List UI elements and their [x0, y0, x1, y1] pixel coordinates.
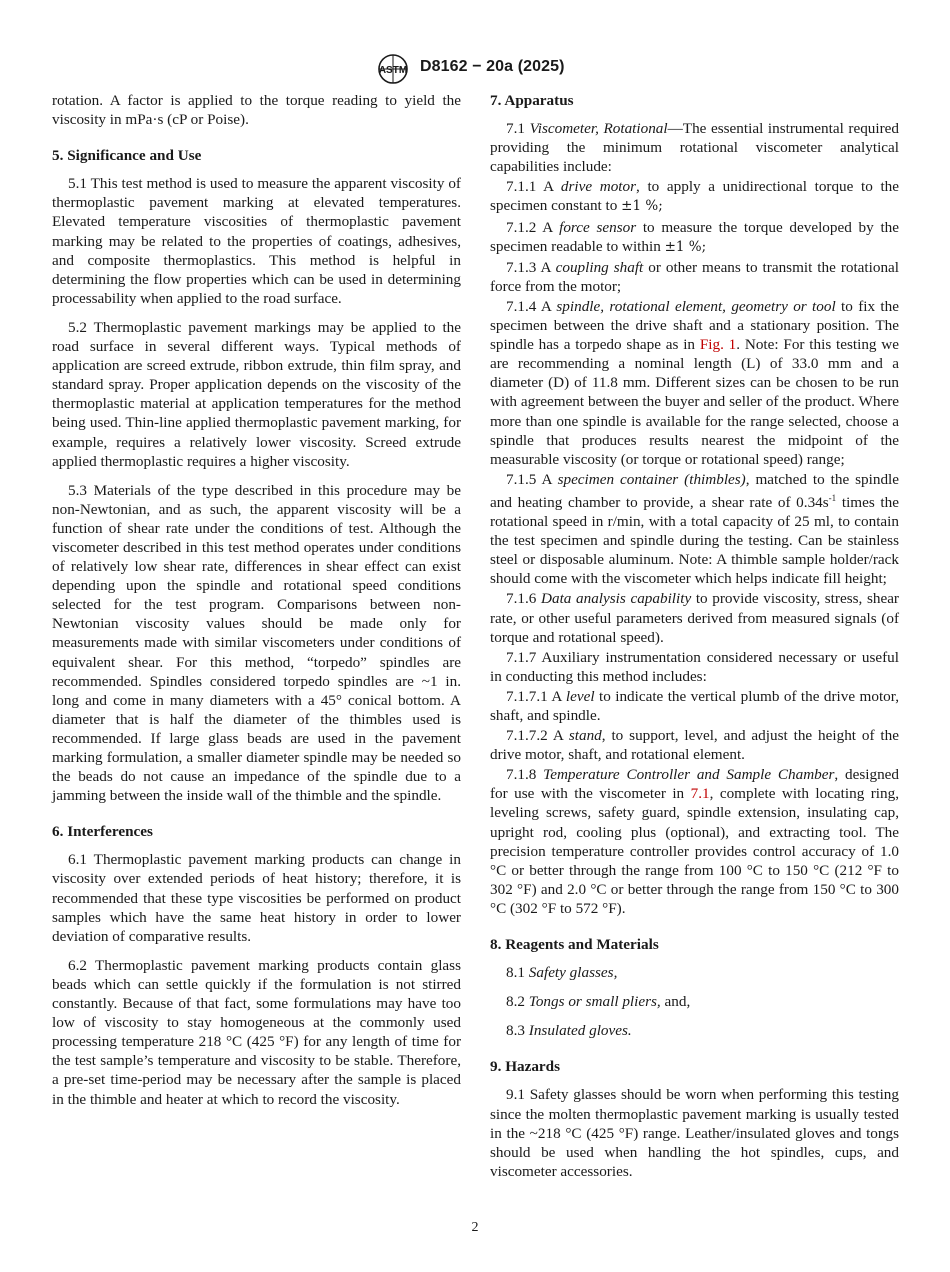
- clause-text: , designed for use with the viscometer in: [490, 766, 899, 803]
- section-7-heading: 7. Apparatus: [490, 92, 574, 109]
- clause-number: 8.1: [506, 964, 525, 982]
- clause-text: to fix the specimen between the drive shaft and a stationary position. The spindle has a torpedo shape as in: [490, 297, 899, 354]
- paragraph-9-1: 9.1 Safety glasses should be worn when performing this testing since the molten thermoplastic pavement marking is usually tested in the ~218 °C (425 °F) range. Leather/insulated gloves and tongs should be used when handling the hot spindles, cups, and viscometer accessories.: [490, 1086, 899, 1180]
- clause-number: 7.1.1 A: [506, 178, 554, 196]
- paragraph-6-2: 6.2 Thermoplastic pavement marking products contain glass beads which can settle quickly if the formulation is not stirred constantly. Because of that fact, some formulations may have too low of viscosity to stay homogeneous at the commonly used processing temperature 218 °C (425 °F) for any length of time for the test sample’s temperature and viscosity to be stable. Therefore, a pre-set time-period may be necessary after the sample is placed in the thimble and heater at which to record the viscosity.: [52, 956, 461, 1108]
- paragraph-5-1: 5.1 This test method is used to measure the apparent viscosity of thermoplastic pavement marking at elevated temperatures. Elevated temperature viscosities of thermoplastic pavement marking may be related to the properties of coatings, adhesives, and composite thermoplastics. This method is helpful in determining the flow properties which can be used in determining processability when applied to the road surface.: [52, 175, 461, 307]
- paragraph-7-1-7-1: [490, 687, 899, 725]
- paragraph-7-1-3: [490, 258, 899, 296]
- right-column: [490, 91, 899, 1191]
- section-5-heading: 5. Significance and Use: [52, 147, 202, 165]
- paragraph-7-1-4: [490, 297, 899, 469]
- clause-number: 7.1.3 A: [506, 258, 551, 276]
- clause-term: Temperature Controller and Sample Chamber: [543, 766, 835, 784]
- clause-number: 8.2: [506, 993, 525, 1011]
- clause-text: times the rotational speed in r/min, with a total capacity of 25 ml, to contain the test specimen and spindle during the testing. Can be stainless steel or disposable aluminum. Note: A thimble sample holder/rack should come with the viscometer which helps indicate fill height;: [490, 493, 899, 588]
- exponent: -1: [828, 492, 837, 503]
- clause-text: or other means to transmit the rotational force from the motor;: [490, 258, 900, 295]
- clause-term: drive motor: [560, 178, 637, 196]
- section-7-1-link[interactable]: 7.1: [690, 785, 710, 803]
- section-8-heading: 8. Reagents and Materials: [490, 936, 659, 953]
- astm-logo-icon: [374, 54, 412, 84]
- intro-paragraph: rotation. A factor is applied to the torque reading to yield the viscosity in mPa·s (cP or Poise).: [52, 92, 461, 129]
- clause-number: 7.1.5 A: [506, 470, 552, 488]
- clause-number: 7.1.4 A: [506, 297, 552, 315]
- clause-number: 7.1.6: [506, 590, 537, 608]
- item-8-1: [490, 963, 899, 982]
- paragraph-5-2: 5.2 Thermoplastic pavement markings may be applied to the road surface in several different ways. Typical methods of application are screed extrude, ribbon extrude, thin film spray, and standard spray. Proper application depends on the viscosity of the thermoplastic material at application temperatures for the method being used. Thin-line applied thermoplastic pavement marking, for example, requires a relatively lower viscosity. Screed extrude applied thermoplastic requires a higher viscosity.: [52, 318, 461, 470]
- page-header: [0, 54, 950, 84]
- tolerance-value: ±1 %;: [621, 198, 663, 215]
- paragraph-7-1-6: [490, 589, 899, 646]
- clause-term: Viscometer, Rotational: [529, 120, 668, 138]
- clause-number: 7.1: [506, 120, 525, 138]
- clause-term: level: [565, 687, 595, 705]
- paragraph-7-1-5: [490, 470, 899, 589]
- clause-term: coupling shaft: [555, 258, 644, 276]
- clause-number: 7.1.2 A: [506, 218, 553, 236]
- paragraph-5-3: 5.3 Materials of the type described in this procedure may be non-Newtonian, and as such, the apparent viscosity will be a function of shear rate under the conditions of test. Although the viscometer described in this test method operates under conditions of relatively low shear rate, differences in shear effect can exist depending upon the spindle and rotational speed conditions selected for the test program. Comparisons between non-Newtonian viscosity values should be made only for measurements made with similar viscometers under conditions of equivalent shear. For this method, “torpedo” spindles are recommended. Spindles considered torpedo spindles are ~1 in. long and come in many diameters with a 45° conical bottom. A diameter that is half the diameter of the thimbles used is recommended. If large glass beads are used in the pavement marking formulation, a smaller diameter spindle may be needed so the beads do not cause an impedance of the spindle due to a jamming between the inside wall of the thimble and the spindle.: [52, 481, 461, 805]
- clause-text: —The essential instrumental required providing the minimum rotational viscometer analytical capabilities include:: [490, 120, 899, 176]
- clause-text: to provide viscosity, stress, shear rate, or other useful parameters derived from measured signals (of torque and rotational speed).: [490, 590, 899, 646]
- paragraph-7-1-7-2: [490, 726, 899, 764]
- page-number: 2: [471, 1220, 479, 1235]
- clause-text: to indicate the vertical plumb of the drive motor, shaft, and spindle.: [490, 687, 899, 724]
- clause-text: , matched to the spindle and heating chamber to provide, a shear rate of 0.34s: [490, 470, 900, 511]
- paragraph-7-1-8: [490, 765, 899, 918]
- left-column: [52, 91, 461, 1119]
- clause-term: stand: [568, 727, 602, 745]
- tolerance-value: ±1 %;: [664, 238, 707, 255]
- paragraph-6-1: 6.1 Thermoplastic pavement marking products can change in viscosity over extended periods of heat history; therefore, it is recommended that these type viscosities be performed on product samples which have the same heat history in order to lower deviation of comparative results.: [52, 851, 461, 945]
- item-8-2: [490, 992, 899, 1011]
- clause-text: , complete with locating ring, leveling screws, safety guard, spindle extension, insulating cap, upright rod, cooling plus (optional), and extracting tool. The precision temperature controller provides control accuracy of 1.0 °C or better through the range from 100 °C to 150 °C (212 °F to 302 °F) and 2.0 °C or better through the range from 150 °C to 300 °C (302 °F to 572 °F).: [490, 785, 900, 917]
- clause-term: Data analysis capability: [541, 590, 692, 608]
- document-id: D8162 − 20a (2025): [420, 58, 565, 75]
- paragraph-7-1-1: [490, 177, 899, 216]
- clause-term: force sensor: [559, 218, 637, 236]
- paragraph-7-1-2: [490, 218, 899, 257]
- section-6-heading: 6. Interferences: [52, 823, 153, 841]
- paragraph-7-1: [490, 119, 899, 176]
- paragraph-7-1-7: 7.1.7 Auxiliary instrumentation considered necessary or useful in conducting this method includes:: [490, 648, 899, 685]
- clause-term: specimen container (thimbles): [557, 470, 746, 488]
- clause-text: , to apply a unidirectional torque to the specimen constant to: [490, 178, 900, 215]
- clause-number: 7.1.7.1 A: [506, 687, 562, 705]
- clause-number: 8.3: [506, 1022, 525, 1040]
- section-9-heading: 9. Hazards: [490, 1058, 561, 1076]
- clause-number: 7.1.7.2 A: [506, 727, 563, 745]
- clause-text: , to support, level, and adjust the height of the drive motor, shaft, and rotational element.: [490, 727, 899, 764]
- logo-text: ASTM: [378, 65, 408, 76]
- clause-term: Safety glasses,: [528, 964, 618, 982]
- clause-term: Insulated gloves.: [528, 1022, 632, 1040]
- clause-term: spindle, rotational element, geometry or tool: [556, 297, 836, 315]
- item-8-3: [490, 1021, 899, 1040]
- clause-text: and,: [660, 993, 691, 1011]
- clause-text: to measure the torque developed by the specimen readable to within: [490, 218, 899, 255]
- clause-text: . Note: For this testing we are recommending a nominal length (L) of 33.0 mm and a diameter (D) of 11.8 mm. Different sizes can be chosen to be run with agreement between the buyer and seller of the product. Where more than one spindle is available for the range selected, choose a spindle that produces results nearest the midpoint of the measurable viscosity (or torque or rotational speed) range;: [490, 336, 900, 468]
- figure-1-link[interactable]: Fig. 1: [699, 336, 737, 354]
- clause-number: 7.1.8: [506, 766, 537, 784]
- clause-term: Tongs or small pliers,: [528, 993, 661, 1011]
